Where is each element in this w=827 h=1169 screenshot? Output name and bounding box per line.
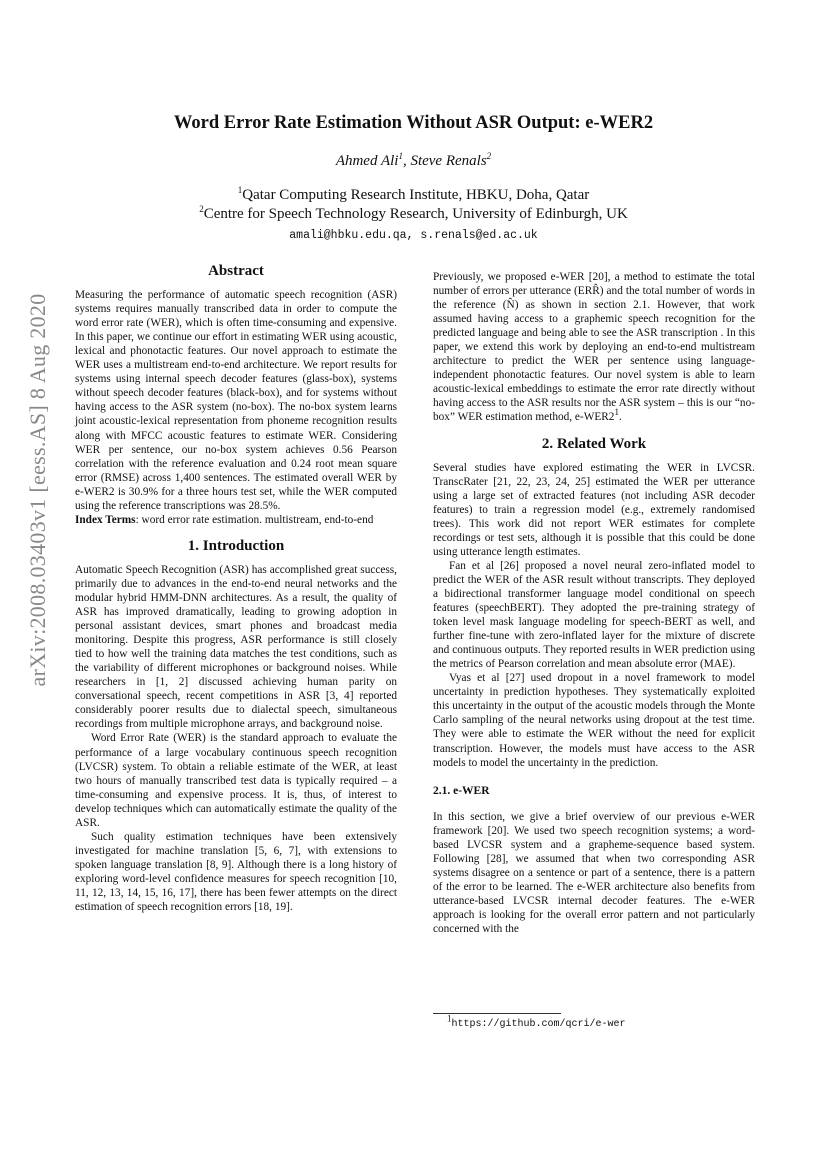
arxiv-identifier-stamp — [18, 120, 58, 860]
affiliation-marker: 1 — [237, 185, 243, 195]
introduction-paragraph: Automatic Speech Recognition (ASR) has accomplished great success, primarily due to advances in the end-to-end neural networks and the modular hybrid HMM-DNN architectures. As a result, the quality of ASR has improved dramatically, leading to growing adoption in personal assistant devices, smart phones and broadcast media monitoring. Despite this progress, ASR performance is still closely tied to how well the training data matches the test conditions, such as the variability of different microphones or background noises. While researchers in [1, 2] discussed achieving human parity on conversational speech, recent competitions in ASR [3, 4] reported considerably poorer results due to dialectal speech, simultaneous recordings from multiple microphone arrays, and background noise. — [75, 563, 397, 731]
introduction-paragraph: Such quality estimation techniques have been extensively investigated for machine translation [5, 6, 7], with extensions to spoken language translation [8, 9]. Although there is a long history of exploring word-level confidence measures for speech recognition [10, 11, 12, 13, 14, 15, 16, 17], there has been fewer attempts on the direct estimation of speech recognition errors [18, 19]. — [75, 830, 397, 914]
affiliation-marker: 2 — [199, 204, 204, 214]
index-terms — [75, 513, 397, 527]
footnote-url-link[interactable]: https://github.com/qcri/e-wer — [451, 1019, 626, 1030]
footnote-divider — [433, 1013, 561, 1014]
author-affil-marker: 2 — [486, 151, 492, 161]
arxiv-identifier-text: arXiv:2008.03403v1 [eess.AS] 8 Aug 2020 — [25, 293, 50, 687]
affiliation-2 — [80, 206, 747, 223]
ewer-subsection-heading: 2.1. e-WER — [433, 784, 490, 797]
footnote-number: 1 — [447, 1013, 452, 1024]
introduction-paragraph: Word Error Rate (WER) is the standard approach to evaluate the performance of a large vocabulary continuous speech recognition (LVCSR) system. To obtain a reliable estimate of the WER, at least two hours of manually transcribed test data is typically required – a time-consuming and expensive process. It is, thus, of interest to develop techniques which can automatically estimate the quality of the ASR. — [75, 732, 397, 829]
author-name: Steve Renals — [410, 153, 487, 169]
index-terms-label: Index Terms — [75, 513, 136, 526]
author-emails: amali@hbku.edu.qa, s.renals@ed.ac.uk — [289, 229, 538, 242]
author-line — [80, 153, 747, 170]
author-affil-marker: 1 — [398, 151, 403, 161]
introduction-continuation — [433, 270, 755, 425]
related-work-paragraph: Fan et al [26] proposed a novel neural zero-inflated model to predict the WER of the ASR result without transcripts. They deployed a bidirectional transformer language model conditional on speech features (speechBERT). They adopted the pre-training strategy of token level mask language modeling for speech-BERT as well, and further fine-tune with zero-inflated layer for the mixture of discrete and continuous outputs. They reported results in WER prediction using the metrics of Pearson correlation and mean absolute error (MAE). — [433, 559, 755, 671]
footnote-marker: 1 — [614, 407, 619, 418]
related-work-paragraph: Several studies have explored estimating the WER in LVCSR. TranscRater [21, 22, 23, 24, 25] estimated the WER per utterance using a large set of extracted features (not including ASR decoder features) to train a regression model (e.g., extremely randomised trees). This work did not report WER estimates for complete recordings or test sets, although it is possible that this could be done using utterance length estimates. — [433, 461, 755, 558]
related-work-paragraph: Vyas et al [27] used dropout in a novel framework to model uncertainty in prediction hypotheses. They systematically exploited this uncertainty in the output of the acoustic models through the Monte Carlo sampling of the neural networks using dropout at the test time. They were able to estimate the WER without the need for explicit transcription. However, the models must have access to the ASR models to model the uncertainty in the prediction. — [433, 672, 755, 769]
introduction-heading: 1. Introduction — [187, 537, 285, 554]
left-column — [75, 264, 397, 914]
related-work-heading: 2. Related Work — [541, 435, 647, 452]
ewer-subsection-paragraph: In this section, we give a brief overview of our previous e-WER framework [20]. We used two speech recognition systems; a word-based LVCSR system and a grapheme-sequence based system. Following [28], we assumed that when two corresponding ASR systems disagree on a sentence or part of a sentence, there is a pattern of the error to be learned. The e-WER architecture also benefits from utterance-based LVCSR internal decoder features. The e-WER approach is looking for the overall error pattern and not particularly concerned with the — [433, 810, 755, 936]
abstract-heading: Abstract — [208, 263, 264, 279]
author-name: Ahmed Ali — [335, 153, 399, 169]
author-separator: , — [402, 153, 411, 169]
paper-title: Word Error Rate Estimation Without ASR Output: e-WER2 — [173, 113, 654, 133]
introduction-continuation-text: Previously, we proposed e-WER [20], a method to estimate the total number of errors per utterance (ERR̂) and the total number of words in the reference (N̂) as shown in section 2.1. However, that work assumed having access to a graphemic speech recognition for the predicted language and being able to see the ASR transcription . In this paper, we extend this work by deploying an end-to-end multistream architecture to predict the WER per sentence using language-independent phonotactic features. Our novel system is able to learn acoustic-lexical embeddings to estimate the error rate directly without having access to the ASR results nor the ASR system – this is our “no-box” WER estimation method, e-WER2 — [433, 271, 755, 424]
affiliation-text: Qatar Computing Research Institute, HBKU, Doha, Qatar — [242, 187, 590, 203]
sentence-end: . — [618, 411, 622, 424]
affiliation-1 — [80, 187, 747, 204]
affiliation-text: Centre for Speech Technology Research, University of Edinburgh, UK — [203, 206, 628, 222]
footnote — [447, 1013, 626, 1030]
abstract-text: Measuring the performance of automatic speech recognition (ASR) systems requires manually transcribed data in order to compute the word error rate (WER), which is often time-consuming and expensive. In this paper, we continue our effort in estimating WER using acoustic, lexical and phonotactic features. Our novel approach to estimate the WER uses a multistream end-to-end architecture. We report results for systems using internal speech decoder features (glass-box), systems without speech decoder features (black-box), and for systems without having access to the ASR system (no-box). The no-box system learns joint acoustic-lexical representation from phoneme recognition results along with MFCC acoustic features to estimate WER. Considering WER per sentence, our no-box system achieves 0.56 Pearson correlation with the reference evaluation and 0.24 root mean square error (RMSE) across 1,400 sentences. The estimated overall WER by e-WER2 is 30.9% for a three hours test set, while the WER computed using the reference transcriptions was 28.5%. — [75, 289, 397, 512]
index-terms-text: : word error rate estimation. multistream, end-to-end — [135, 513, 374, 526]
right-column — [433, 270, 755, 936]
